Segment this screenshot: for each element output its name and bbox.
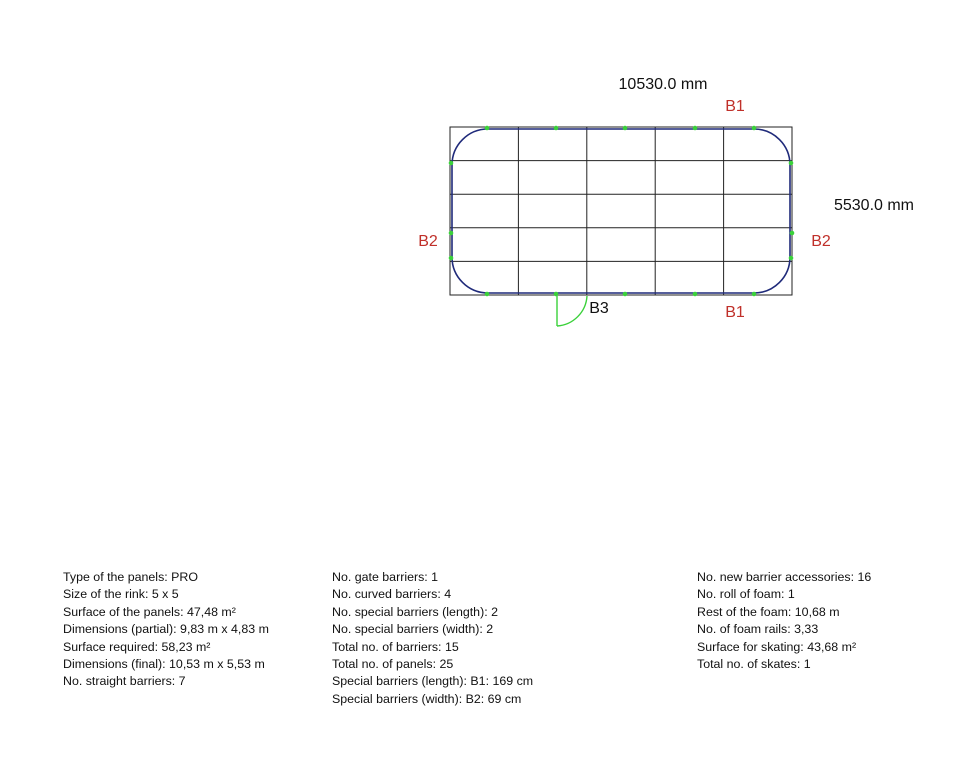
specs-column-panels (63, 569, 269, 691)
rink-outer-frame (450, 127, 792, 295)
spec-line: Surface for skating: 43,68 m² (697, 639, 857, 654)
spec-line: No. of foam rails: 3,33 (697, 622, 819, 637)
barrier-label-left: B2 (418, 233, 438, 250)
spec-line: No. straight barriers: 7 (63, 674, 186, 689)
gate-swing-arc (557, 296, 587, 326)
spec-line: No. new barrier accessories: 16 (697, 570, 872, 584)
joint-marker (554, 126, 559, 131)
joint-marker (693, 126, 698, 131)
barrier-label-right: B2 (811, 233, 831, 250)
joint-marker (485, 126, 490, 131)
spec-line: Special barriers (length): B1: 169 cm (332, 674, 534, 689)
joint-marker (449, 256, 454, 261)
barrier-label-top: B1 (725, 98, 745, 115)
panel-grid (450, 127, 792, 295)
spec-line: No. special barriers (length): 2 (332, 604, 498, 619)
barrier-joints (449, 126, 795, 297)
joint-marker (790, 231, 795, 236)
barrier-outline (452, 129, 790, 293)
spec-line: Total no. of skates: 1 (697, 657, 811, 672)
joint-marker (693, 292, 698, 297)
spec-line: Type of the panels: PRO (63, 570, 198, 584)
spec-line: Surface of the panels: 47,48 m² (63, 604, 236, 619)
joint-marker (485, 292, 490, 297)
width-dimension-label: 10530.0 mm (618, 76, 708, 93)
barrier-label-bottom: B1 (725, 304, 745, 321)
spec-line: Surface required: 58,23 m² (63, 639, 211, 654)
joint-marker (752, 292, 757, 297)
spec-line: Total no. of panels: 25 (332, 657, 454, 672)
joint-marker (789, 161, 794, 166)
spec-line: Rest of the foam: 10,68 m (697, 604, 840, 619)
spec-line: Dimensions (partial): 9,83 m x 4,83 m (63, 622, 269, 637)
gate-swing (557, 294, 587, 326)
specs-column-barriers (332, 569, 533, 708)
spec-line: Size of the rink: 5 x 5 (63, 587, 179, 602)
joint-marker (449, 231, 454, 236)
joint-marker (789, 256, 794, 261)
specs-column-accessories (697, 569, 871, 673)
spec-line: Special barriers (width): B2: 69 cm (332, 691, 522, 706)
joint-marker (623, 126, 628, 131)
spec-line: No. roll of foam: 1 (697, 587, 795, 602)
joint-marker (449, 161, 454, 166)
height-dimension-label: 5530.0 mm (833, 197, 915, 214)
spec-line: No. gate barriers: 1 (332, 570, 439, 584)
gate-label: B3 (589, 300, 609, 317)
spec-line: No. special barriers (width): 2 (332, 622, 494, 637)
spec-line: No. curved barriers: 4 (332, 587, 452, 602)
joint-marker (623, 292, 628, 297)
spec-line: Total no. of barriers: 15 (332, 639, 459, 654)
joint-marker (752, 126, 757, 131)
spec-line: Dimensions (final): 10,53 m x 5,53 m (63, 657, 265, 672)
